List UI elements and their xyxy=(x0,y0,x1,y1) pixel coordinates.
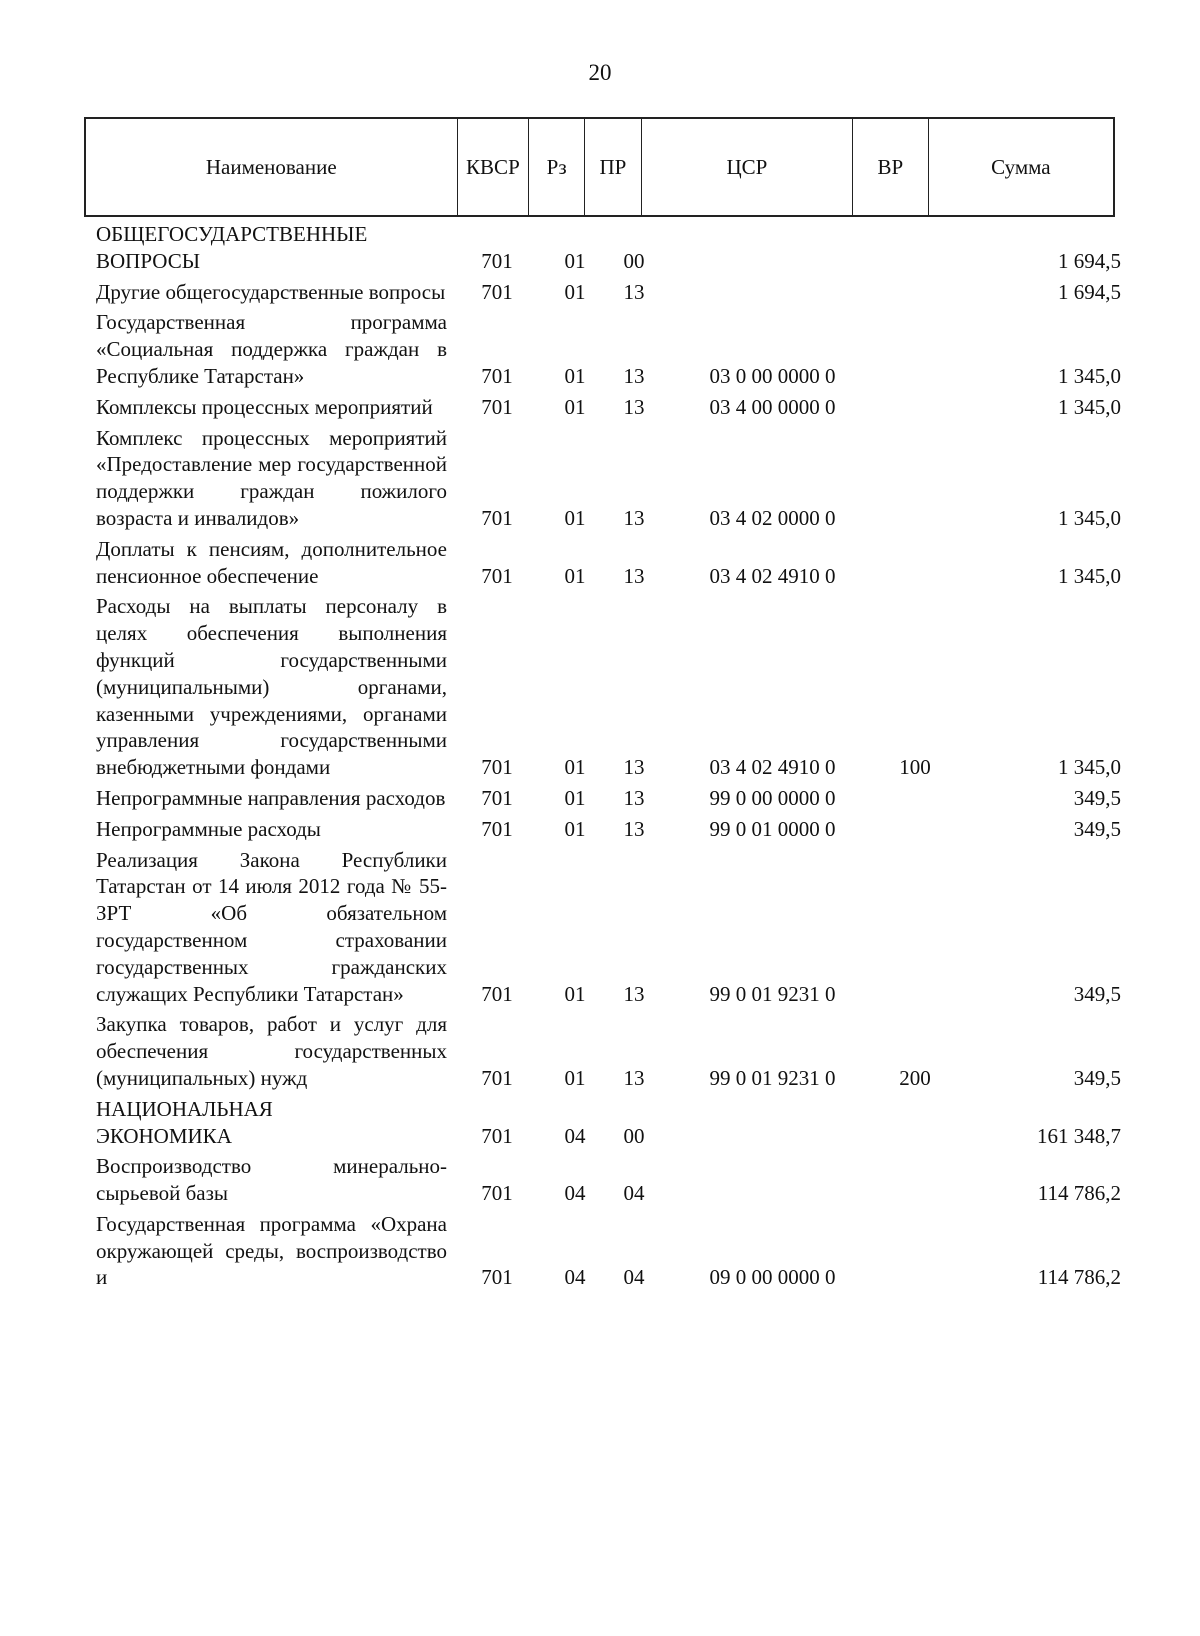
row-csr: 09 0 00 0000 0 xyxy=(709,1265,836,1290)
row-sum: 114 786,2 xyxy=(1037,1181,1121,1206)
table-row xyxy=(96,1211,1121,1291)
row-sum: 114 786,2 xyxy=(1037,1265,1121,1290)
header-rz: Рз xyxy=(529,119,585,215)
row-name: Непрограммные направления расходов xyxy=(96,785,446,810)
row-pr: 13 xyxy=(623,279,645,304)
header-sum: Сумма xyxy=(991,154,1051,179)
row-kvsr: 701 xyxy=(481,1265,513,1290)
row-rz: 01 xyxy=(564,394,586,419)
row-rz: 04 xyxy=(564,1265,586,1290)
row-rz: 04 xyxy=(564,1123,586,1148)
header-kvsr: КВСР xyxy=(458,119,530,215)
row-pr: 13 xyxy=(623,563,645,588)
row-name: Расходы на выплаты персоналу в целях обеспечения выполнения функций государственными (муниципальными) органами, казенными учреждениями, органами управления государственными внебюджетными фондами xyxy=(96,594,447,780)
row-csr: 03 0 00 0000 0 xyxy=(709,363,836,388)
row-rz: 01 xyxy=(564,755,586,780)
row-kvsr: 701 xyxy=(481,563,513,588)
row-sum: 1 345,0 xyxy=(1058,394,1121,419)
row-pr: 00 xyxy=(623,248,645,273)
row-pr: 13 xyxy=(623,785,645,810)
table-body xyxy=(96,221,1121,1291)
table-row xyxy=(96,425,1121,532)
header-csr: ЦСР xyxy=(642,119,853,215)
table-row xyxy=(96,221,1121,275)
header-pr: ПР xyxy=(585,119,642,215)
row-rz: 01 xyxy=(564,363,586,388)
row-kvsr: 701 xyxy=(481,394,513,419)
row-rz: 01 xyxy=(564,785,586,810)
row-vr: 100 xyxy=(899,755,931,780)
row-pr: 13 xyxy=(623,1065,645,1090)
row-pr: 13 xyxy=(623,816,645,841)
row-pr: 13 xyxy=(623,981,645,1006)
row-pr: 13 xyxy=(623,363,645,388)
row-pr: 00 xyxy=(623,1123,645,1148)
row-rz: 01 xyxy=(564,248,586,273)
row-kvsr: 701 xyxy=(481,816,513,841)
row-kvsr: 701 xyxy=(481,505,513,530)
table-row xyxy=(96,1153,1121,1207)
row-sum: 349,5 xyxy=(1073,816,1121,841)
row-rz: 01 xyxy=(564,505,586,530)
row-name: Комплекс процессных мероприятий «Предоставление мер государственной поддержки граждан пожилого возраста и инвалидов» xyxy=(96,425,447,530)
row-kvsr: 701 xyxy=(481,1181,513,1206)
row-rz: 01 xyxy=(564,816,586,841)
row-sum: 349,5 xyxy=(1073,785,1121,810)
row-sum: 1 345,0 xyxy=(1058,755,1121,780)
row-name: Другие общегосударственные вопросы xyxy=(96,279,446,304)
page-number: 20 xyxy=(588,60,612,85)
table-row xyxy=(96,816,1121,843)
table-row xyxy=(96,536,1121,590)
row-name: Закупка товаров, работ и услуг для обеспечения государственных (муниципальных) нужд xyxy=(96,1012,447,1090)
row-csr: 03 4 02 4910 0 xyxy=(709,563,836,588)
row-csr: 03 4 02 0000 0 xyxy=(709,505,836,530)
row-pr: 13 xyxy=(623,394,645,419)
row-csr: 99 0 01 0000 0 xyxy=(709,816,836,841)
header-vr: ВР xyxy=(853,119,929,215)
row-sum: 349,5 xyxy=(1073,981,1121,1006)
row-name: Непрограммные расходы xyxy=(96,816,321,841)
row-rz: 01 xyxy=(564,981,586,1006)
row-sum: 349,5 xyxy=(1073,1065,1121,1090)
row-name: ОБЩЕГОСУДАРСТВЕННЫЕ ВОПРОСЫ xyxy=(96,222,368,273)
table-row xyxy=(96,1096,1121,1150)
row-csr: 03 4 00 0000 0 xyxy=(709,394,836,419)
row-csr: 99 0 01 9231 0 xyxy=(709,1065,836,1090)
table-row xyxy=(96,785,1121,812)
row-csr: 99 0 01 9231 0 xyxy=(709,981,836,1006)
table-header xyxy=(84,117,1115,217)
row-kvsr: 701 xyxy=(481,1065,513,1090)
row-sum: 1 345,0 xyxy=(1058,505,1121,530)
row-vr: 200 xyxy=(899,1065,931,1090)
table-row xyxy=(96,593,1121,781)
row-kvsr: 701 xyxy=(481,279,513,304)
row-name: Государственная программа «Охрана окружающей среды, воспроизводство и xyxy=(96,1211,447,1290)
row-rz: 04 xyxy=(564,1181,586,1206)
row-sum: 1 694,5 xyxy=(1058,248,1121,273)
row-rz: 01 xyxy=(564,1065,586,1090)
row-sum: 1 345,0 xyxy=(1058,563,1121,588)
row-rz: 01 xyxy=(564,279,586,304)
row-csr: 99 0 00 0000 0 xyxy=(709,785,836,810)
row-sum: 1 345,0 xyxy=(1058,363,1121,388)
row-kvsr: 701 xyxy=(481,1123,513,1148)
header-name: Наименование xyxy=(86,119,458,215)
row-name: Доплаты к пенсиям, дополнительное пенсионное обеспечение xyxy=(96,536,447,588)
row-name: НАЦИОНАЛЬНАЯ ЭКОНОМИКА xyxy=(96,1096,273,1148)
row-kvsr: 701 xyxy=(481,248,513,273)
row-name: Реализация Закона Республики Татарстан от 14 июля 2012 года № 55-ЗРТ «Об обязательном государственном страховании государственных гражданских служащих Республики Татарстан» xyxy=(96,847,447,1006)
row-pr: 04 xyxy=(623,1265,645,1290)
table-row xyxy=(96,309,1121,389)
row-kvsr: 701 xyxy=(481,785,513,810)
row-pr: 13 xyxy=(623,505,645,530)
row-name: Комплексы процессных мероприятий xyxy=(96,394,433,419)
row-pr: 13 xyxy=(623,755,645,780)
row-sum: 161 348,7 xyxy=(1037,1123,1121,1148)
table-row xyxy=(96,847,1121,1008)
row-pr: 04 xyxy=(623,1181,645,1206)
table-row xyxy=(96,394,1121,421)
row-sum: 1 694,5 xyxy=(1058,279,1121,304)
row-name: Воспроизводство минерально-сырьевой базы xyxy=(96,1154,447,1206)
row-csr: 03 4 02 4910 0 xyxy=(709,755,836,780)
row-name: Государственная программа «Социальная поддержка граждан в Республике Татарстан» xyxy=(96,310,447,388)
row-kvsr: 701 xyxy=(481,363,513,388)
row-kvsr: 701 xyxy=(481,981,513,1006)
row-kvsr: 701 xyxy=(481,755,513,780)
row-rz: 01 xyxy=(564,563,586,588)
table-row xyxy=(96,279,1121,306)
table-row xyxy=(96,1011,1121,1091)
